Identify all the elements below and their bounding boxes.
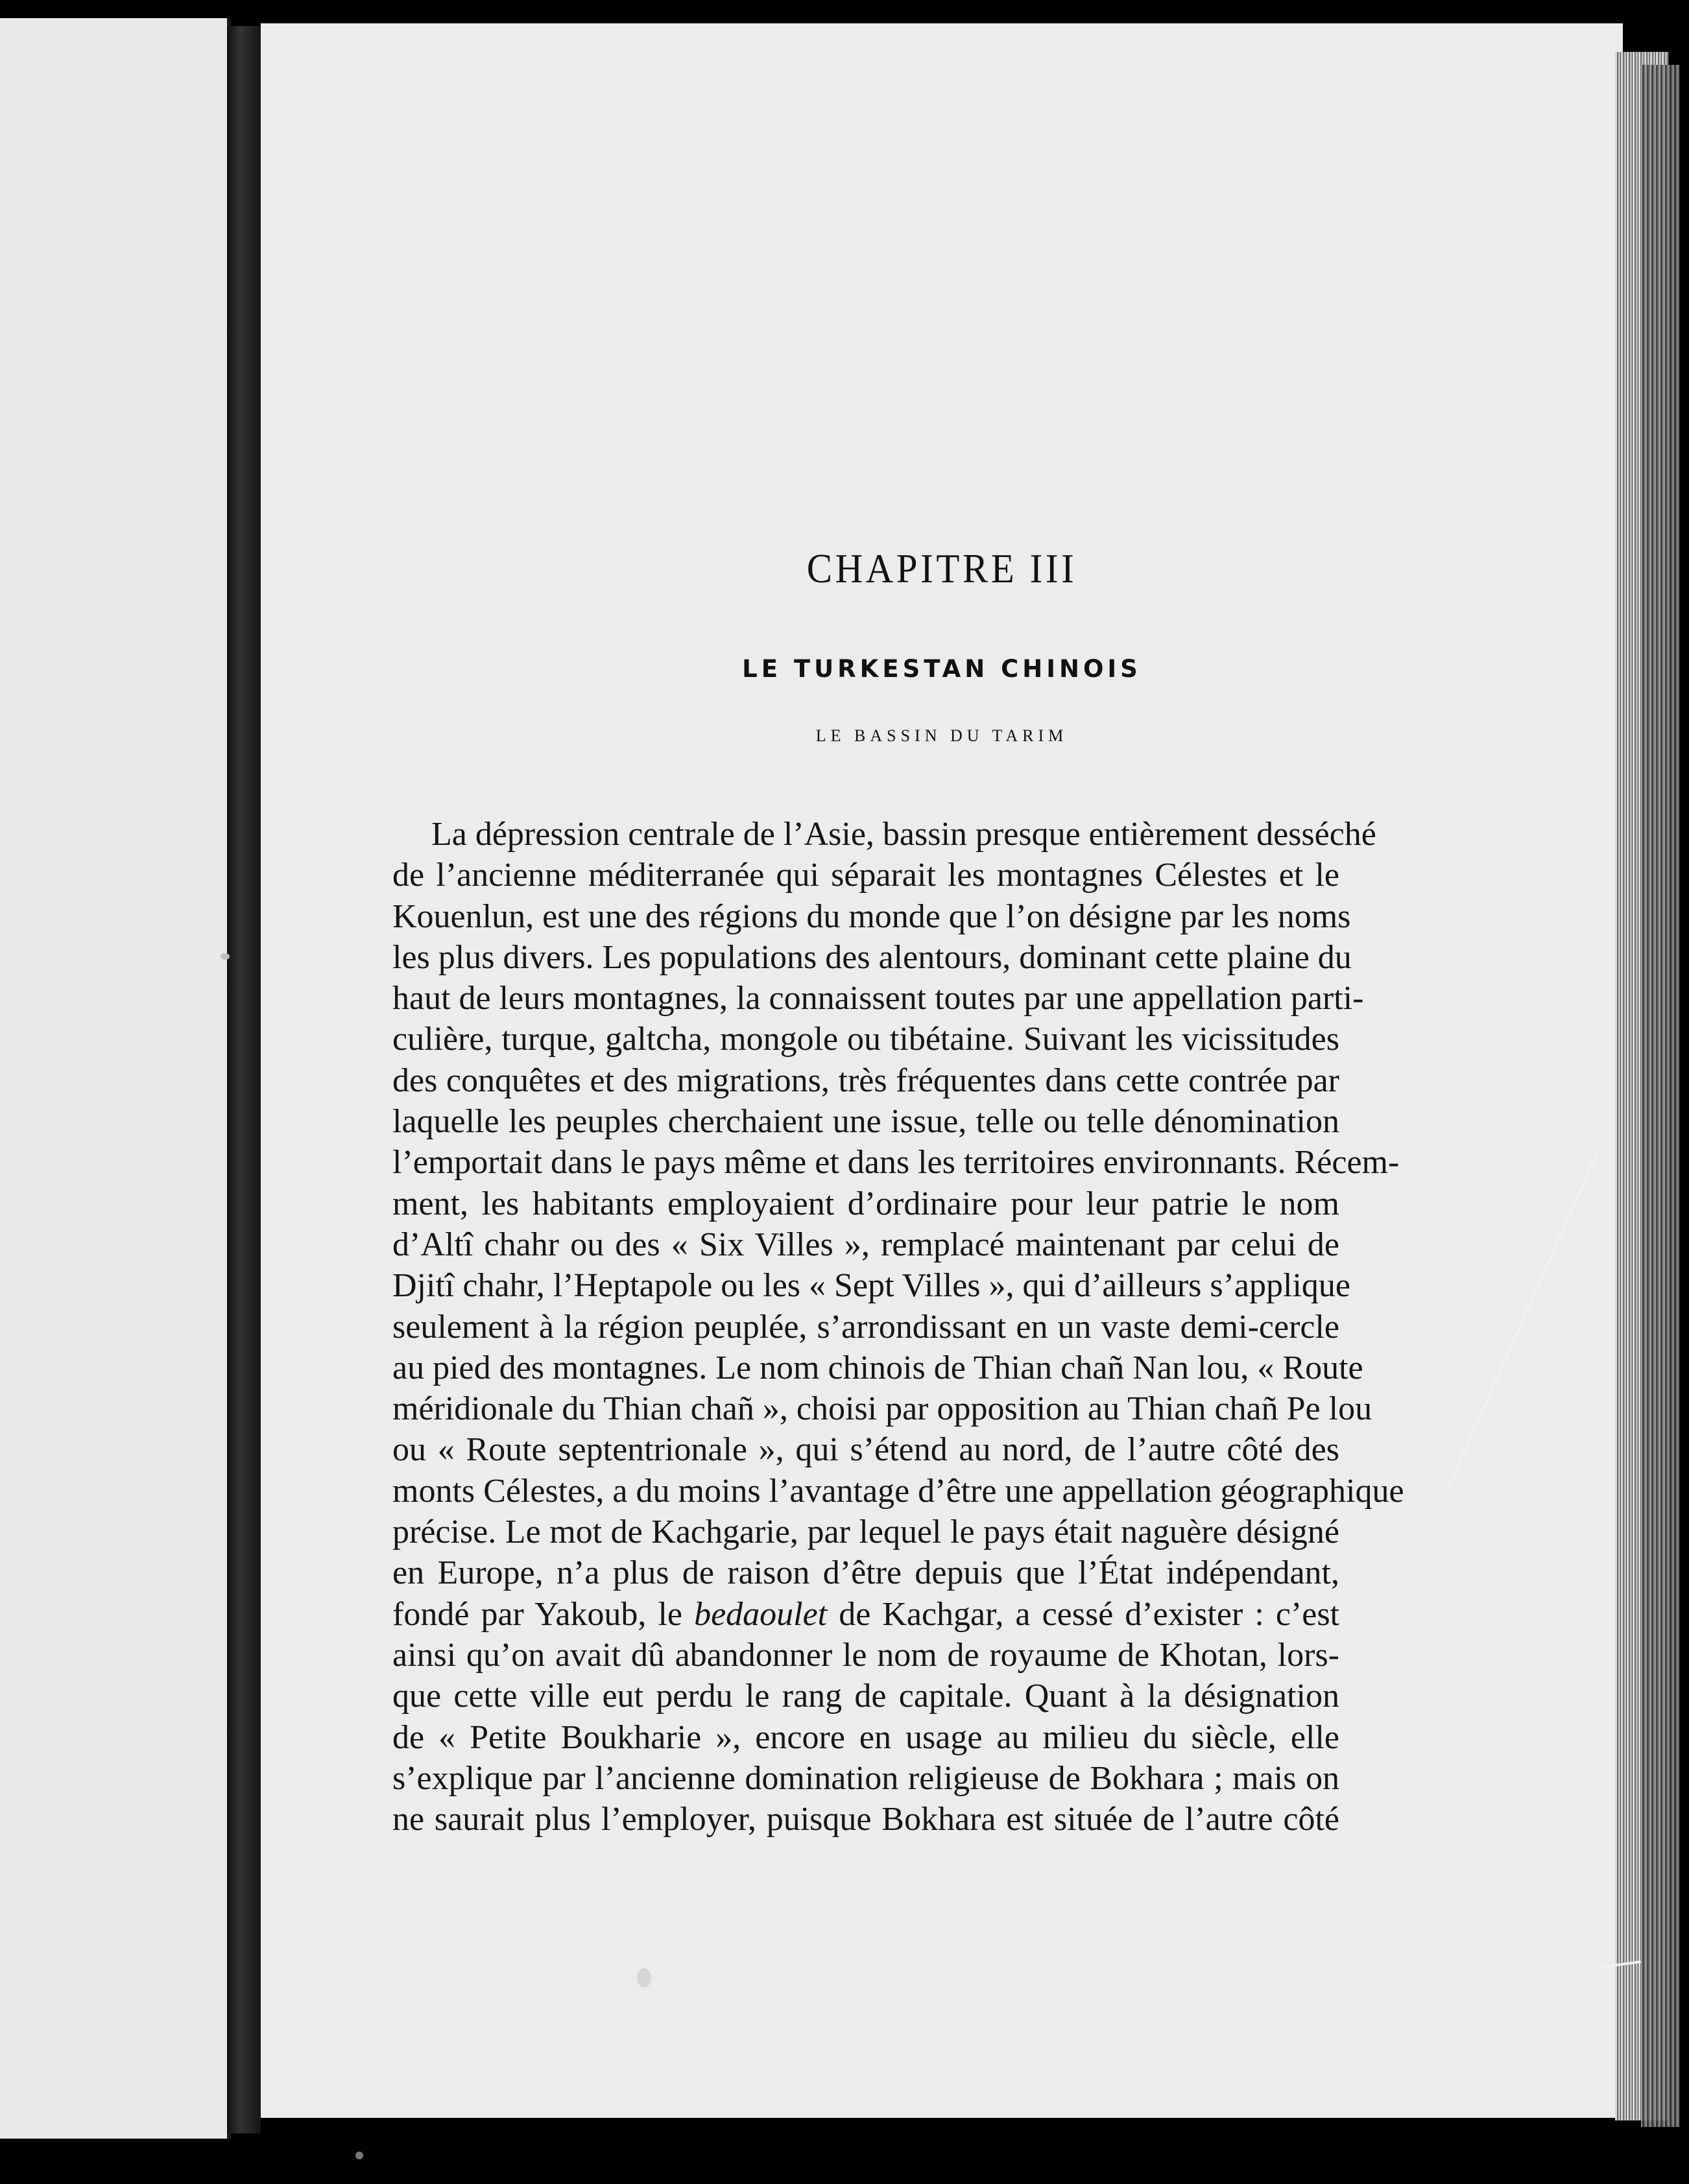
paragraph-line: s’explique par l’ancienne domination religieuse de Bokhara ; mais on — [392, 1759, 1339, 1797]
paragraph-line: que cette ville eut perdu le rang de capitale. Quant à la désignation — [392, 1678, 1339, 1715]
paragraph-line: de « Petite Boukharie », encore en usage au milieu du siècle, elle — [392, 1718, 1339, 1756]
paragraph-line: ment, les habitants employaient d’ordinaire pour leur patrie le nom — [392, 1185, 1339, 1222]
paragraph-line: ne saurait plus l’employer, puisque Bokhara est située de l’autre côté — [392, 1801, 1339, 1838]
body-paragraph — [392, 814, 1404, 1840]
paragraph-line: ainsi qu’on avait dû abandonner le nom de royaume de Khotan, lors- — [392, 1636, 1339, 1674]
italic-word: bedaoulet — [694, 1595, 828, 1633]
scan-speck — [355, 2152, 363, 2159]
paragraph-line: La dépression centrale de l’Asie, bassin presque entièrement desséché — [431, 816, 1376, 853]
line-segment: de Kachgar, a cessé d’exister : c’est — [839, 1595, 1340, 1633]
paragraph-line: précise. Le mot de Kachgarie, par lequel le pays était naguère désigné — [392, 1513, 1339, 1551]
section-title: LE TURKESTAN CHINOIS — [742, 655, 1142, 683]
subsection-title: LE BASSIN DU TARIM — [815, 726, 1068, 745]
paragraph-line: de l’ancienne méditerranée qui séparait les montagnes Célestes et le — [392, 857, 1339, 894]
paragraph-line: des conquêtes et des migrations, très fréquentes dans cette contrée par — [392, 1062, 1339, 1099]
paragraph-line: Djitî chahr, l’Heptapole ou les « Sept Villes », qui d’ailleurs s’applique — [392, 1267, 1350, 1305]
chapter-title: CHAPITRE III — [806, 545, 1077, 591]
paragraph-line: Kouenlun, est une des régions du monde que l’on désigne par les noms — [392, 897, 1351, 935]
paragraph-line: méridionale du Thian chañ », choisi par opposition au Thian chañ Pe lou — [392, 1390, 1372, 1428]
paragraph-line: d’Altî chahr ou des « Six Villes », remplacé maintenant par celui de — [392, 1226, 1339, 1263]
left-facing-page — [0, 18, 231, 2139]
paragraph-line: laquelle les peuples cherchaient une issue, telle ou telle dénomination — [392, 1103, 1339, 1141]
paragraph-line: ou « Route septentrionale », qui s’étend au nord, de l’autre côté des — [392, 1431, 1339, 1469]
scan-speck — [221, 953, 230, 960]
paragraph-line: culière, turque, galtcha, mongole ou tibétaine. Suivant les vicissitudes — [392, 1021, 1339, 1058]
scan-speck — [637, 1968, 651, 1988]
paragraph-line: les plus divers. Les populations des alentours, dominant cette plaine du — [392, 938, 1352, 976]
page-edges-outer — [1641, 65, 1680, 2127]
book-gutter — [227, 26, 261, 2133]
paragraph-line: au pied des montagnes. Le nom chinois de Thian chañ Nan lou, « Route — [392, 1349, 1363, 1386]
paragraph-line: l’emportait dans le pays même et dans les territoires environnants. Récem- — [392, 1144, 1400, 1181]
paragraph-line: en Europe, n’a plus de raison d’être depuis que l’État indépendant, — [392, 1554, 1339, 1592]
paragraph-line: seulement à la région peuplée, s’arrondissant en un vaste demi-cercle — [392, 1308, 1339, 1346]
line-segment: fondé par Yakoub, le — [392, 1595, 683, 1633]
paragraph-line: haut de leurs montagnes, la connaissent toutes par une appellation parti- — [392, 980, 1364, 1017]
paragraph-line: monts Célestes, a du moins l’avantage d’être une appellation géographique — [392, 1472, 1404, 1510]
paragraph-line-with-italic — [392, 1594, 1339, 1635]
